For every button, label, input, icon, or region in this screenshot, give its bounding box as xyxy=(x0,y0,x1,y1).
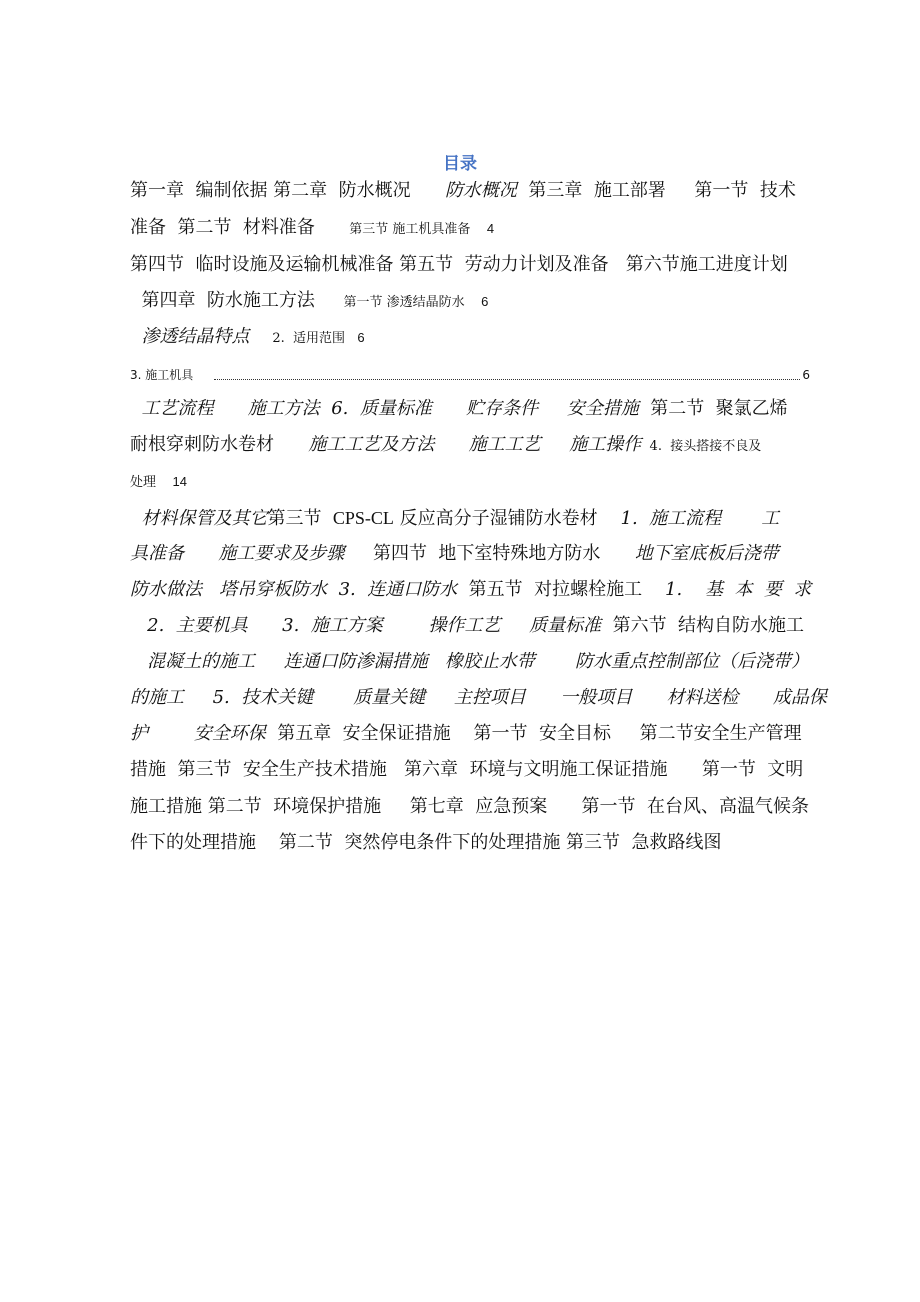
toc-line[interactable] xyxy=(130,322,365,352)
toc-line[interactable] xyxy=(130,539,779,569)
toc-segment xyxy=(249,326,272,347)
toc-line[interactable] xyxy=(130,213,494,243)
toc-segment: 施工工艺及方法 施工工艺 施工操作 xyxy=(308,434,642,455)
toc-segment: 第五节 对拉螺栓施工 xyxy=(457,579,666,600)
toc-leader-label: 3. 施工机具 xyxy=(130,364,195,386)
toc-segment: 件下的处理措施 第二节 突然停电条件下的处理措施 第三节 急救路线图 xyxy=(130,832,722,853)
toc-segment: 第三节 xyxy=(267,508,333,529)
toc-segment: 措施 第三节 安全生产技术措施 第六章 环境与文明施工保证措施 第一节 文明 xyxy=(130,759,804,780)
toc-segment: 工艺流程 施工方法 6. 质量标准 贮存条件 安全措施 xyxy=(130,398,639,419)
toc-segment: 材料保管及其它 xyxy=(130,508,268,529)
toc-title: 目录 xyxy=(443,154,477,174)
toc-line[interactable] xyxy=(130,176,796,206)
toc-segment: 防水概况 xyxy=(444,180,517,201)
toc-segment: 护 安全环保 xyxy=(130,723,266,744)
toc-line[interactable] xyxy=(130,430,761,460)
toc-page-number: 6 xyxy=(481,294,489,309)
toc-segment: 第四节 临时设施及运输机械准备 第五节 劳动力计划及准备 第六节施工进度计划 xyxy=(130,254,788,275)
toc-segment: 耐根穿刺防水卷材 xyxy=(130,434,309,455)
toc-line[interactable] xyxy=(130,828,722,858)
toc-segment: 施工措施 第二节 环境保护措施 第七章 应急预案 第一节 在台风、高温气候条 xyxy=(130,796,809,817)
toc-segment: 第三章 施工部署 第一节 技术 xyxy=(516,180,796,201)
toc-segment: 第六节 结构自防水施工 xyxy=(601,615,805,636)
toc-segment: 的施工 5. 技术关键 质量关键 主控项目 一般项目 材料送检 成品保 xyxy=(130,687,827,708)
toc-leader-page: 6 xyxy=(802,368,810,382)
toc-segment: 第四章 防水施工方法 xyxy=(130,290,344,311)
toc-segment: 第四节 地下室特殊地方防水 xyxy=(344,543,635,564)
toc-segment: 反应高分子湿铺防水卷材 xyxy=(393,508,621,529)
toc-segment: 第一章 编制依据 第二章 防水概况 xyxy=(130,180,445,201)
toc-segment: 渗透结晶特点 xyxy=(130,326,250,347)
toc-line[interactable] xyxy=(130,719,802,749)
toc-line[interactable] xyxy=(130,250,788,280)
toc-leader-dots xyxy=(214,379,800,380)
toc-page-number: 6 xyxy=(357,330,365,345)
toc-segment: 第三节 施工机具准备 xyxy=(349,222,487,237)
toc-line[interactable] xyxy=(130,755,803,785)
toc-segment: 处理 xyxy=(130,475,173,490)
toc-segment: 地下室底板后浇带 xyxy=(634,543,779,564)
toc-line[interactable] xyxy=(130,394,788,424)
toc-segment: 防水做法 塔吊穿板防水 3. 连通口防水 xyxy=(130,579,458,600)
toc-leader-entry[interactable] xyxy=(130,364,810,386)
toc-line[interactable] xyxy=(130,286,488,316)
toc-segment: 第二节 聚氯乙烯 xyxy=(638,398,788,419)
toc-segment: 第五章 安全保证措施 第一节 安全目标 第二节安全生产管理 xyxy=(265,723,802,744)
toc-segment: 1. 基 本 要 求 xyxy=(665,579,812,600)
toc-segment: 第一节 渗透结晶防水 xyxy=(343,295,482,310)
toc-page-number: 14 xyxy=(172,474,187,489)
toc-segment: 准备 第二节 材料准备 xyxy=(130,217,350,238)
toc-segment: 2. 主要机具 3. 施工方案 操作工艺 质量标准 xyxy=(130,615,602,636)
toc-page-number: 4 xyxy=(486,221,495,236)
toc-line[interactable] xyxy=(130,792,809,822)
toc-line[interactable] xyxy=(130,575,811,605)
toc-line[interactable] xyxy=(130,647,809,677)
toc-line[interactable] xyxy=(130,683,827,713)
toc-segment: 1. 施工流程 工 xyxy=(620,508,780,529)
toc-segment: 4. 接头搭接不良及 xyxy=(641,439,762,454)
toc-segment: CPS-CL xyxy=(332,508,394,528)
toc-line[interactable] xyxy=(130,466,187,496)
toc-line[interactable] xyxy=(130,611,804,641)
toc-line[interactable] xyxy=(130,503,779,533)
toc-segment: 混凝土的施工 连通口防渗漏措施 橡胶止水带 防水重点控制部位（后浇带） xyxy=(130,651,809,672)
toc-segment: 具准备 施工要求及步骤 xyxy=(130,543,345,564)
toc-segment: 2. 适用范围 xyxy=(272,331,358,346)
